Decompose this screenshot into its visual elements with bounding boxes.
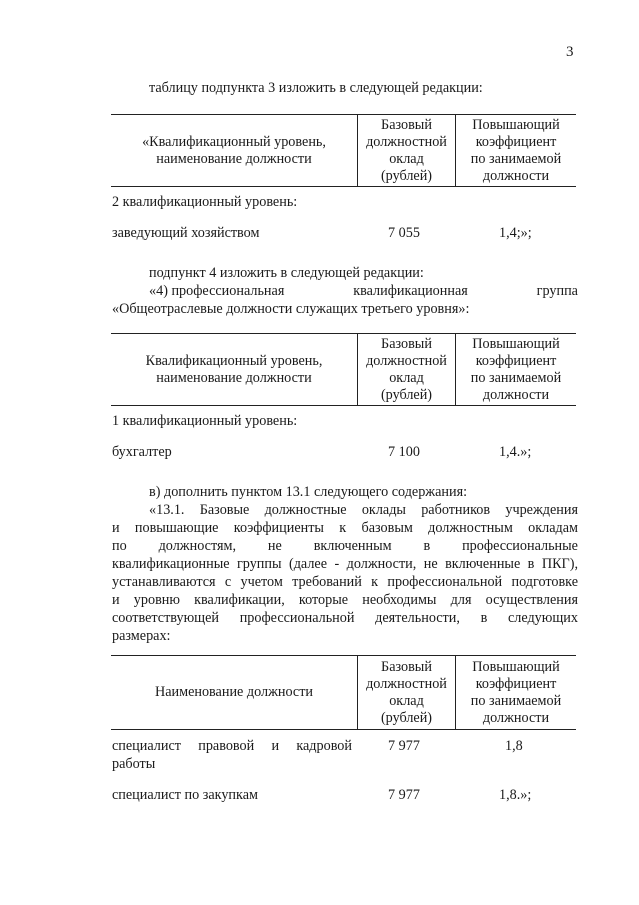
header-text: оклад bbox=[389, 692, 424, 709]
table-2-header-coefficient bbox=[456, 334, 576, 405]
header-text: коэффициент bbox=[475, 675, 557, 692]
header-text: Повышающий bbox=[472, 658, 560, 675]
table-3-header-position bbox=[111, 656, 357, 729]
word: кадровой bbox=[296, 738, 352, 754]
intro-word: квалификационная bbox=[353, 283, 468, 299]
table-3-header-salary bbox=[358, 656, 455, 729]
table-3-row-2-coefficient: 1,8.»; bbox=[499, 787, 532, 803]
header-text: (рублей) bbox=[380, 386, 433, 403]
header-text: Повышающий bbox=[472, 335, 560, 352]
table-2-row-salary: 7 100 bbox=[388, 444, 420, 460]
header-text: Квалификационный уровень, bbox=[145, 352, 323, 369]
paragraph-line-8: размерах: bbox=[112, 628, 171, 644]
table-3-row-2-name: специалист по закупкам bbox=[112, 787, 258, 803]
table-3-row-1-name-line-2: работы bbox=[112, 756, 156, 772]
table-1-header-bottom-border bbox=[111, 186, 576, 187]
header-text: наименование должности bbox=[156, 369, 312, 386]
table-2-header-bottom-border bbox=[111, 405, 576, 406]
table-3-row-1-name-line-1 bbox=[112, 738, 352, 755]
table-2-header-salary bbox=[358, 334, 455, 405]
table-3-row-2-salary: 7 977 bbox=[388, 787, 420, 803]
word: должностям, bbox=[158, 538, 237, 554]
word: правовой bbox=[198, 738, 255, 754]
paragraph-line-3 bbox=[112, 538, 578, 555]
table-1-group-label: 2 квалификационный уровень: bbox=[112, 194, 298, 210]
table-2-row-coefficient: 1,4.»; bbox=[499, 444, 532, 460]
word: в bbox=[423, 538, 431, 554]
table-1-row-salary: 7 055 bbox=[388, 225, 420, 241]
header-text: по занимаемой bbox=[470, 369, 562, 386]
header-text: должностной bbox=[366, 133, 447, 150]
header-text: Базовый bbox=[381, 658, 432, 675]
table-2-group-label: 1 квалификационный уровень: bbox=[112, 413, 298, 429]
intro-word: группа bbox=[536, 283, 578, 299]
header-text: коэффициент bbox=[475, 352, 557, 369]
word: и bbox=[271, 738, 280, 754]
table-1-header-salary bbox=[358, 115, 455, 186]
paragraph-line-1: «13.1. Базовые должностные оклады работников учреждения bbox=[149, 502, 578, 518]
intro-text-2: подпункт 4 изложить в следующей редакции: bbox=[149, 265, 424, 281]
table-2-row-name: бухгалтер bbox=[112, 444, 172, 460]
table-3-header-bottom-border bbox=[111, 729, 576, 730]
header-text: Повышающий bbox=[472, 116, 560, 133]
header-text: Базовый bbox=[381, 335, 432, 352]
paragraph-line-2: и повышающие коэффициенты к базовым должностным окладам bbox=[112, 520, 578, 536]
paragraph-line-4: квалификационные группы (далее - должности, не включенные в ПКГ), bbox=[112, 556, 578, 572]
header-text: наименование должности bbox=[156, 150, 312, 167]
intro-text-3 bbox=[149, 283, 578, 300]
intro-text-4: «Общеотраслевые должности служащих третьего уровня»: bbox=[112, 301, 470, 317]
intro-text-1: таблицу подпункта 3 изложить в следующей редакции: bbox=[149, 80, 483, 96]
header-text: должностной bbox=[366, 352, 447, 369]
table-2-header-position bbox=[111, 334, 357, 405]
intro-text-5: в) дополнить пунктом 13.1 следующего содержания: bbox=[149, 484, 468, 500]
header-text: должностной bbox=[366, 675, 447, 692]
header-text: должности bbox=[482, 709, 550, 726]
header-text: должности bbox=[482, 386, 550, 403]
header-text: оклад bbox=[389, 150, 424, 167]
table-1-row-name: заведующий хозяйством bbox=[112, 225, 260, 241]
header-text: Наименование должности bbox=[154, 684, 314, 700]
paragraph-line-5: устанавливаются с учетом требований к профессиональной подготовке bbox=[112, 574, 578, 590]
header-text: (рублей) bbox=[380, 709, 433, 726]
table-3-row-1-salary: 7 977 bbox=[388, 738, 420, 754]
paragraph-line-7: соответствующей профессиональной деятельности, в следующих bbox=[112, 610, 578, 626]
page-number: 3 bbox=[566, 44, 574, 60]
table-3-header-coefficient bbox=[456, 656, 576, 729]
word: по bbox=[112, 538, 127, 554]
paragraph-line-6: и уровню квалификации, которые необходимы для осуществления bbox=[112, 592, 578, 608]
header-text: «Квалификационный уровень, bbox=[142, 133, 326, 150]
table-1-row-coefficient: 1,4;»; bbox=[499, 225, 532, 241]
header-text: (рублей) bbox=[380, 167, 433, 184]
header-text: по занимаемой bbox=[470, 692, 562, 709]
word: включенным bbox=[313, 538, 392, 554]
header-text: должности bbox=[482, 167, 550, 184]
header-text: по занимаемой bbox=[470, 150, 562, 167]
table-1-header-coefficient bbox=[456, 115, 576, 186]
header-text: коэффициент bbox=[475, 133, 557, 150]
intro-word: «4) профессиональная bbox=[149, 283, 285, 299]
word: профессиональные bbox=[462, 538, 578, 554]
header-text: Базовый bbox=[381, 116, 432, 133]
word: специалист bbox=[112, 738, 181, 754]
word: не bbox=[267, 538, 282, 554]
table-3-row-1-coefficient: 1,8 bbox=[505, 738, 523, 754]
header-text: оклад bbox=[389, 369, 424, 386]
table-1-header-position bbox=[111, 115, 357, 186]
